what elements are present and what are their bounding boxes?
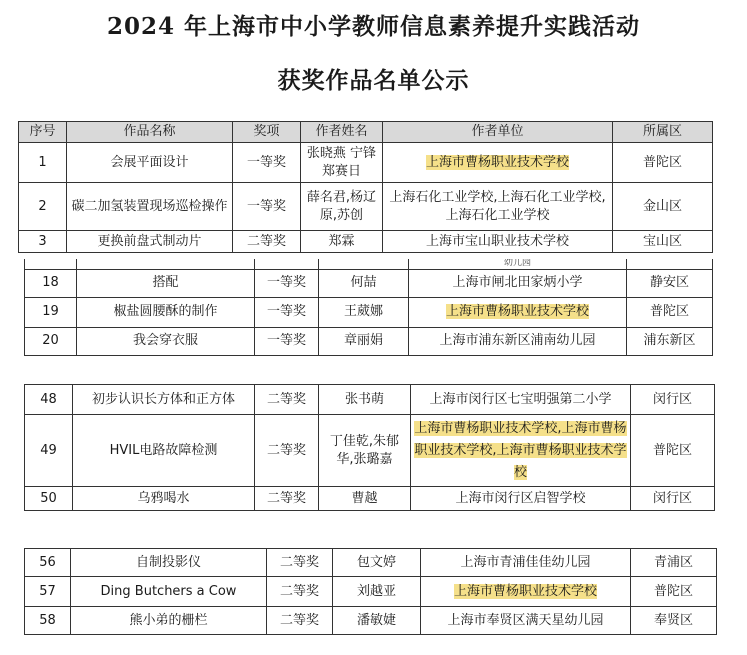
- cell-unit: [421, 577, 631, 607]
- cell-unit: 上海市闵行区启智学校: [411, 487, 631, 511]
- table-row: [25, 327, 713, 355]
- document-subtitle: 获奖作品名单公示: [277, 67, 470, 94]
- table-segment-4: [24, 548, 717, 635]
- cell-work: 熊小弟的栅栏: [71, 607, 267, 635]
- cell-no: 48: [25, 385, 73, 415]
- cell-unit: 上海市奉贤区满天星幼儿园: [421, 607, 631, 635]
- cell-award: 一等奖: [233, 183, 301, 231]
- highlighted-unit: 上海市曹杨职业技术学校: [445, 304, 589, 319]
- cell-unit: 上海石化工业学校,上海石化工业学校,上海石化工业学校: [383, 183, 613, 231]
- cell-work: Ding Butchers a Cow: [71, 577, 267, 607]
- cell-district: 奉贤区: [631, 607, 717, 635]
- cell-district: 宝山区: [613, 231, 713, 253]
- table-row: [25, 607, 717, 635]
- cell-work: 椒盐圆腰酥的制作: [77, 297, 255, 327]
- document-title: 2024 年上海市中小学教师信息素养提升实践活动: [106, 13, 641, 40]
- cell-unit: 上海市青浦佳佳幼儿园: [421, 549, 631, 577]
- cell-award: 一等奖: [255, 269, 319, 297]
- cell-unit: 上海市闸北田家炳小学: [409, 269, 627, 297]
- cell-author: 章丽娟: [319, 327, 409, 355]
- cell-author: 何喆: [319, 269, 409, 297]
- highlighted-unit: 上海市曹杨职业技术学校: [453, 583, 597, 599]
- highlighted-unit: 上海市曹杨职业技术学校,上海市曹杨职业技术学校,上海市曹杨职业技术学校: [414, 420, 627, 480]
- cell-unit-fragment: 幼儿园: [409, 259, 627, 269]
- cell-award: 一等奖: [255, 327, 319, 355]
- table-row: [25, 297, 713, 327]
- table-segment-1: [18, 121, 713, 253]
- table-row: [25, 385, 715, 415]
- cell-unit: 上海市浦东新区浦南幼儿园: [409, 327, 627, 355]
- cell-work: 碳二加氢装置现场巡检操作: [67, 183, 233, 231]
- table-row: [25, 415, 715, 487]
- cell-author: 刘越亚: [333, 577, 421, 607]
- table-row: [19, 183, 713, 231]
- cell-award: 二等奖: [233, 231, 301, 253]
- cell-author: 薛名君,杨辽原,苏创: [301, 183, 383, 231]
- table-row: [25, 577, 717, 607]
- cell-author: 张书萌: [319, 385, 411, 415]
- table-row: [25, 487, 715, 511]
- header-author: 作者姓名: [301, 122, 383, 143]
- cell-author: 郑霖: [301, 231, 383, 253]
- cell-work: 自制投影仪: [71, 549, 267, 577]
- table-row: [25, 269, 713, 297]
- cell-no: 57: [25, 577, 71, 607]
- cell-award: 二等奖: [267, 549, 333, 577]
- cell-district: 浦东新区: [627, 327, 713, 355]
- cell-no: 20: [25, 327, 77, 355]
- cell-author: 丁佳乾,朱郁华,张璐嘉: [319, 415, 411, 487]
- table-segment-3: [24, 384, 715, 511]
- cell-no: 58: [25, 607, 71, 635]
- cell-award: 二等奖: [267, 607, 333, 635]
- cell-award: 二等奖: [255, 487, 319, 511]
- table-row-fragment: [25, 259, 713, 269]
- cell-work: 初步认识长方体和正方体: [73, 385, 255, 415]
- cell-unit: 上海市闵行区七宝明强第二小学: [411, 385, 631, 415]
- cell-author: 曹越: [319, 487, 411, 511]
- cell-unit: 上海市宝山职业技术学校: [383, 231, 613, 253]
- table-segment-2: [24, 259, 713, 356]
- cell-award: 一等奖: [255, 297, 319, 327]
- cell-no: 3: [19, 231, 67, 253]
- cell-work: HVIL电路故障检测: [73, 415, 255, 487]
- highlighted-unit: 上海市曹杨职业技术学校: [425, 154, 569, 170]
- cell-work: 我会穿衣服: [77, 327, 255, 355]
- cell-award: 二等奖: [255, 415, 319, 487]
- cell-district: 青浦区: [631, 549, 717, 577]
- cell-no: 1: [19, 143, 67, 183]
- cell-no: 2: [19, 183, 67, 231]
- cell-author: 包文婷: [333, 549, 421, 577]
- cell-author: 张晓燕 宁锋 郑赛日: [301, 143, 383, 183]
- header-work: 作品名称: [67, 122, 233, 143]
- cell-district: 金山区: [613, 183, 713, 231]
- cell-district: 普陀区: [631, 415, 715, 487]
- table-row: [19, 143, 713, 183]
- cell-author: 潘敏婕: [333, 607, 421, 635]
- table-row: [19, 231, 713, 253]
- cell-no: 49: [25, 415, 73, 487]
- cell-work: 会展平面设计: [67, 143, 233, 183]
- header-unit: 作者单位: [383, 122, 613, 143]
- cell-unit: [411, 415, 631, 487]
- cell-work: 搭配: [77, 269, 255, 297]
- cell-author: 王葳娜: [319, 297, 409, 327]
- cell-unit: [383, 143, 613, 183]
- cell-district: 普陀区: [631, 577, 717, 607]
- cell-work: 乌鸦喝水: [73, 487, 255, 511]
- header-no: 序号: [19, 122, 67, 143]
- table-header-row: [19, 122, 713, 143]
- cell-work: 更换前盘式制动片: [67, 231, 233, 253]
- cell-district: 闵行区: [631, 487, 715, 511]
- cell-district: 普陀区: [613, 143, 713, 183]
- cell-no: 50: [25, 487, 73, 511]
- table-row: [25, 549, 717, 577]
- header-district: 所属区: [613, 122, 713, 143]
- cell-no: 56: [25, 549, 71, 577]
- cell-award: 二等奖: [255, 385, 319, 415]
- header-award: 奖项: [233, 122, 301, 143]
- cell-no: 19: [25, 297, 77, 327]
- cell-award: 二等奖: [267, 577, 333, 607]
- cell-district: 闵行区: [631, 385, 715, 415]
- cell-no: 18: [25, 269, 77, 297]
- cell-district: 静安区: [627, 269, 713, 297]
- cell-unit: [409, 297, 627, 327]
- cell-district: 普陀区: [627, 297, 713, 327]
- cell-award: 一等奖: [233, 143, 301, 183]
